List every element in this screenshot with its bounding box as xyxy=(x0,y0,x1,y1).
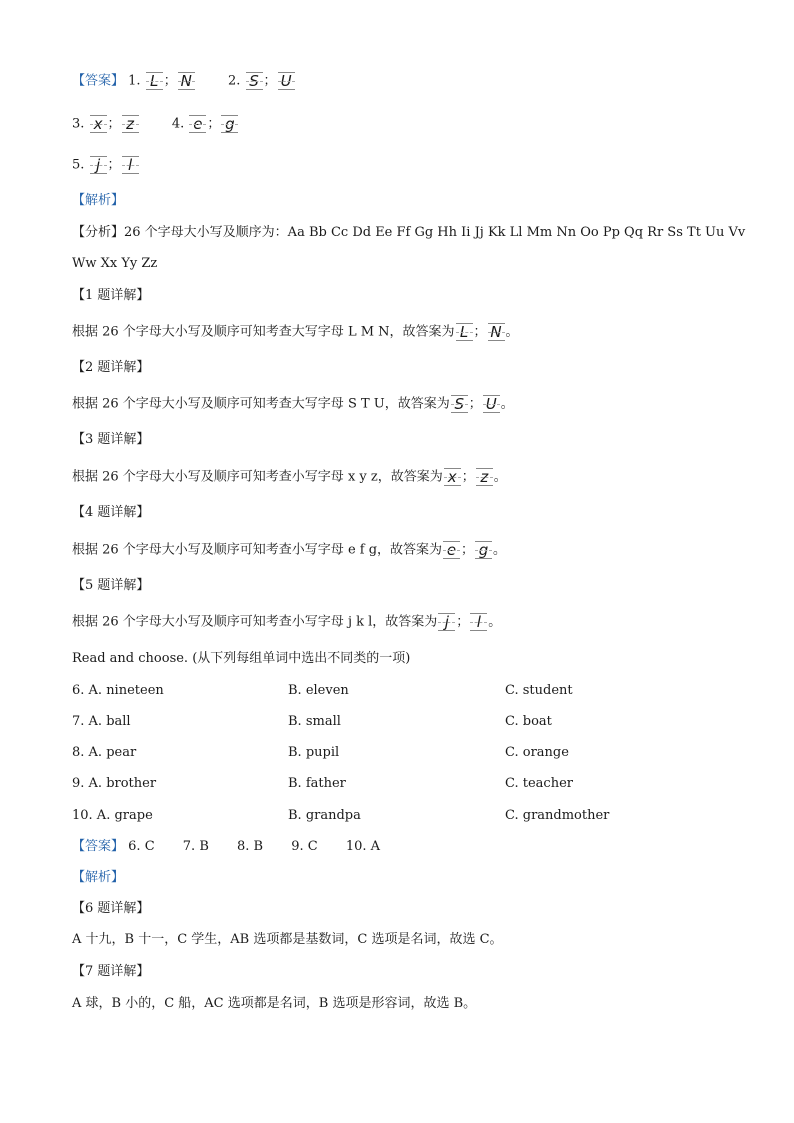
detail-heading: 【3 题详解】 xyxy=(72,432,150,447)
letter-glyph: x xyxy=(444,468,461,486)
end-mark: 。 xyxy=(488,614,502,630)
letter-glyph: e xyxy=(443,541,460,559)
option-a: 8. A. pear xyxy=(72,745,137,760)
detail-heading: 【6 题详解】 xyxy=(72,901,150,916)
option-b: B. eleven xyxy=(288,683,349,698)
detail-text xyxy=(72,613,501,632)
end-mark: 。 xyxy=(493,469,507,485)
end-mark: 。 xyxy=(493,542,507,558)
detail-sentence: 根据 26 个字母大小写及顺序可知考查小写字母 e f g，故答案为 xyxy=(72,542,443,558)
answer-tag: 【答案】 xyxy=(72,839,125,854)
option-b: B. father xyxy=(288,776,346,791)
detail-heading: 【2 题详解】 xyxy=(72,360,150,375)
separator: ； xyxy=(473,324,487,340)
item-number: 4. xyxy=(171,116,185,132)
letter-glyph: S xyxy=(451,395,468,413)
item-number: 2. xyxy=(228,73,241,89)
detail-heading: 【5 题详解】 xyxy=(72,578,150,593)
detail-heading: 【1 题详解】 xyxy=(72,288,150,303)
letter-glyph: j xyxy=(90,156,107,174)
item-number: 3. xyxy=(72,116,85,132)
separator: ； xyxy=(456,614,470,630)
answer-item: 6. C xyxy=(128,839,155,854)
detail-heading: 【7 题详解】 xyxy=(72,964,150,979)
separator: ； xyxy=(107,157,121,173)
answer-item: 10. A xyxy=(345,839,381,854)
option-b: B. grandpa xyxy=(288,808,361,823)
option-a: 10. A. grape xyxy=(72,808,153,823)
letter-glyph: U xyxy=(483,395,500,413)
letter-glyph: L xyxy=(146,72,163,90)
detail-text xyxy=(72,395,514,414)
answer-line-4 xyxy=(72,838,380,856)
letter-glyph: z xyxy=(122,115,139,133)
answer-line-2 xyxy=(72,115,239,134)
option-c: C. teacher xyxy=(505,776,573,791)
separator: ； xyxy=(461,542,475,558)
answer-line-1 xyxy=(72,72,296,91)
analysis-line-2: Ww Xx Yy Zz xyxy=(72,256,158,271)
letter-glyph: j xyxy=(438,613,455,631)
option-a: 7. A. ball xyxy=(72,714,131,729)
letter-glyph: S xyxy=(246,72,263,90)
answer-tag: 【答案】 xyxy=(72,73,125,89)
separator: ； xyxy=(207,116,221,132)
separator: ； xyxy=(163,73,177,89)
option-c: C. grandmother xyxy=(505,808,610,823)
letter-glyph: l xyxy=(122,156,139,174)
separator: ； xyxy=(107,116,121,132)
detail-sentence: 根据 26 个字母大小写及顺序可知考查小写字母 j k l，故答案为 xyxy=(72,614,438,630)
option-a: 9. A. brother xyxy=(72,776,157,791)
analysis-heading: 【解析】 xyxy=(72,870,125,885)
detail-sentence: 根据 26 个字母大小写及顺序可知考查大写字母 S T U，故答案为 xyxy=(72,396,450,412)
letter-glyph: g xyxy=(475,541,492,559)
detail-heading: 【4 题详解】 xyxy=(72,505,150,520)
detail-sentence: 根据 26 个字母大小写及顺序可知考查小写字母 x y z，故答案为 xyxy=(72,469,443,485)
letter-glyph: N xyxy=(178,72,195,90)
option-c: C. student xyxy=(505,683,573,698)
section-title: Read and choose. (从下列每组单词中选出不同类的一项) xyxy=(72,651,411,666)
detail-text xyxy=(72,323,519,342)
letter-glyph: e xyxy=(189,115,206,133)
separator: ； xyxy=(263,73,277,89)
end-mark: 。 xyxy=(505,324,519,340)
letter-glyph: g xyxy=(221,115,238,133)
letter-glyph: z xyxy=(476,468,493,486)
option-c: C. orange xyxy=(505,745,569,760)
item-number: 5. xyxy=(72,157,85,173)
answer-item: 8. B xyxy=(237,839,264,854)
letter-glyph: x xyxy=(90,115,107,133)
item-number: 1. xyxy=(128,73,141,89)
detail-text xyxy=(72,541,506,560)
end-mark: 。 xyxy=(500,396,514,412)
answer-line-3 xyxy=(72,156,140,175)
detail-sentence: 根据 26 个字母大小写及顺序可知考查大写字母 L M N，故答案为 xyxy=(72,324,455,340)
letter-glyph: L xyxy=(456,323,473,341)
letter-glyph: N xyxy=(488,323,505,341)
option-b: B. small xyxy=(288,714,341,729)
letter-glyph: U xyxy=(278,72,295,90)
separator: ； xyxy=(468,396,482,412)
detail-text: A 球，B 小的，C 船，AC 选项都是名词，B 选项是形容词，故选 B。 xyxy=(72,996,477,1011)
detail-text: A 十九，B 十一，C 学生，AB 选项都是基数词，C 选项是名词，故选 C。 xyxy=(72,932,503,947)
letter-glyph: l xyxy=(470,613,487,631)
option-c: C. boat xyxy=(505,714,552,729)
answer-item: 7. B xyxy=(182,839,209,854)
separator: ； xyxy=(461,469,475,485)
analysis-heading: 【解析】 xyxy=(72,193,125,208)
option-b: B. pupil xyxy=(288,745,340,760)
answer-item: 9. C xyxy=(291,839,318,854)
option-a: 6. A. nineteen xyxy=(72,683,164,698)
analysis-line-1: 【分析】26 个字母大小写及顺序为：Aa Bb Cc Dd Ee Ff Gg Hh Ii Jj Kk Ll Mm Nn Oo Pp Qq Rr Ss Tt Uu Vv xyxy=(72,225,746,240)
detail-text xyxy=(72,468,507,487)
